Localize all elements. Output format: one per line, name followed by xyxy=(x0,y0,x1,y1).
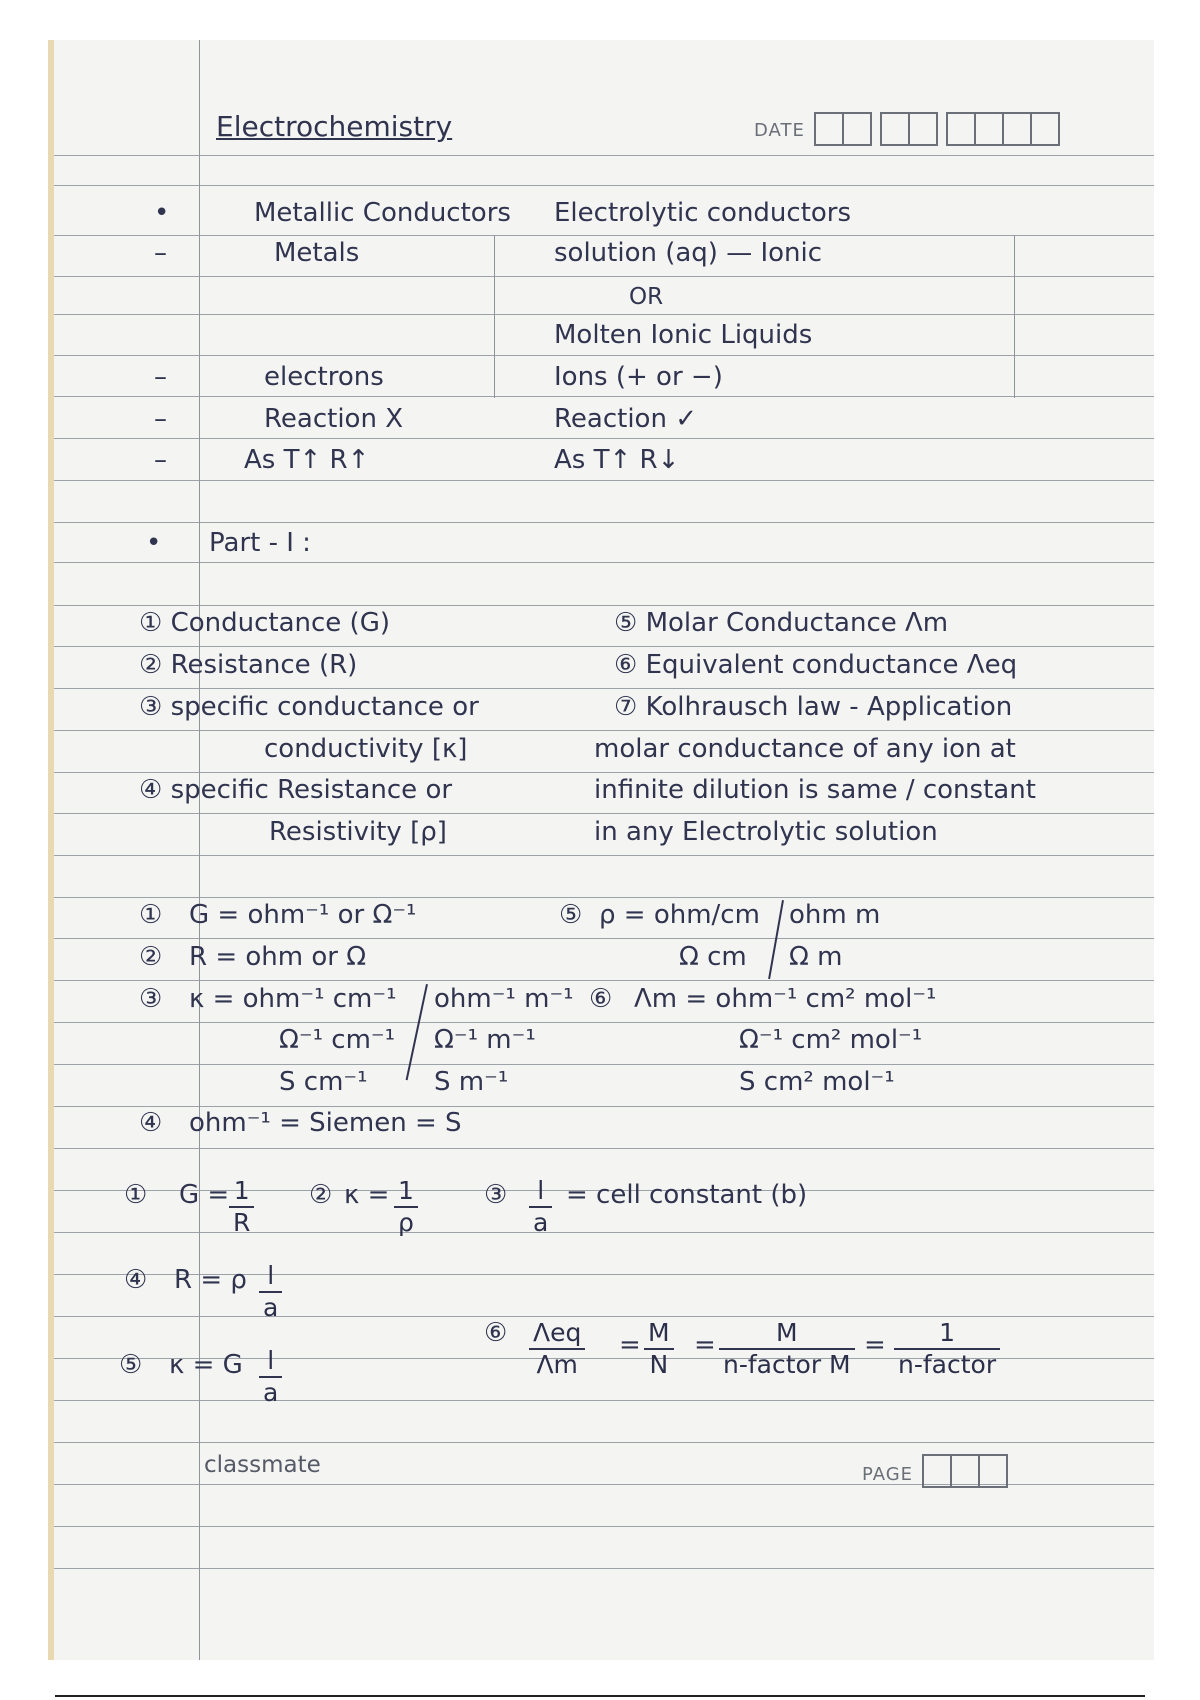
right-item: As T↑ R↓ xyxy=(554,445,680,475)
unit-line: Ω⁻¹ m⁻¹ xyxy=(434,1025,536,1055)
formula-number: ⑥ xyxy=(484,1318,508,1348)
topic-item: ④ specific Resistance or xyxy=(139,775,453,805)
unit-line: Λm = ohm⁻¹ cm² mol⁻¹ xyxy=(634,984,937,1014)
page-label: PAGE xyxy=(862,1464,914,1485)
unit-line: S cm⁻¹ xyxy=(279,1067,368,1097)
unit-line: ① xyxy=(139,900,163,930)
unit-line: ⑥ xyxy=(589,984,613,1014)
fraction: $\frac{M}{N}$ xyxy=(644,1318,674,1380)
unit-line: G = ohm⁻¹ or Ω⁻¹ xyxy=(189,900,417,930)
right-item: OR xyxy=(629,284,664,310)
formula-lhs: R = ρ xyxy=(174,1265,247,1295)
date-boxes[interactable] xyxy=(814,112,1058,146)
dash-marker: – xyxy=(154,445,167,475)
topic-item: ② Resistance (R) xyxy=(139,650,358,680)
left-item: Reaction X xyxy=(264,404,404,434)
dash-marker: – xyxy=(154,238,167,268)
unit-line: R = ohm or Ω xyxy=(189,942,367,972)
topic-item: Resistivity [ρ] xyxy=(269,817,447,847)
bullet: • xyxy=(146,528,162,558)
unit-line: Ω⁻¹ cm⁻¹ xyxy=(279,1025,396,1055)
fraction: 1 n-factor xyxy=(894,1318,1000,1380)
unit-line: Ω⁻¹ cm² mol⁻¹ xyxy=(739,1025,923,1055)
equals: = xyxy=(619,1330,641,1360)
topic-item: ⑤ Molar Conductance Λm xyxy=(614,608,949,638)
formula-rhs: = cell constant (b) xyxy=(566,1180,808,1210)
unit-line: S cm² mol⁻¹ xyxy=(739,1067,895,1097)
unit-line: ohm⁻¹ m⁻¹ xyxy=(434,984,574,1014)
right-item: Molten Ionic Liquids xyxy=(554,320,813,350)
formula-number: ⑤ xyxy=(119,1350,143,1380)
page-boxes[interactable] xyxy=(922,1454,1006,1488)
unit-line: Ω m xyxy=(789,942,843,972)
unit-line: ohm m xyxy=(789,900,881,930)
unit-line: S m⁻¹ xyxy=(434,1067,509,1097)
formula-lhs: G = xyxy=(179,1180,230,1210)
topic-item: ③ specific conductance or xyxy=(139,692,479,722)
fraction: $\frac{1}{R}$ xyxy=(229,1176,254,1238)
bullet: • xyxy=(154,198,170,228)
right-item: solution (aq) — Ionic xyxy=(554,238,823,268)
unit-line: ④ xyxy=(139,1108,163,1138)
fraction: $\frac{l}{a}$ xyxy=(259,1346,282,1408)
topic-item: molar conductance of any ion at xyxy=(594,734,1016,764)
right-heading: Electrolytic conductors xyxy=(554,198,852,228)
left-item: electrons xyxy=(264,362,384,392)
formula-number: ④ xyxy=(124,1265,148,1295)
equals: = xyxy=(864,1330,886,1360)
left-heading: Metallic Conductors xyxy=(254,198,511,228)
unit-line: ohm⁻¹ = Siemen = S xyxy=(189,1108,462,1138)
left-item: As T↑ R↑ xyxy=(244,445,370,475)
unit-line: ⑤ xyxy=(559,900,583,930)
right-item: Ions (+ or −) xyxy=(554,362,723,392)
topic-item: ⑥ Equivalent conductance Λeq xyxy=(614,650,1018,680)
fraction: $\frac{l}{a}$ xyxy=(259,1261,282,1323)
unit-line: ③ xyxy=(139,984,163,1014)
fraction: M n-factor M xyxy=(719,1318,855,1380)
topic-item: ⑦ Kolhrausch law - Application xyxy=(614,692,1013,722)
topic-item: in any Electrolytic solution xyxy=(594,817,938,847)
page-title: Electrochemistry xyxy=(216,110,453,143)
formula-number: ② xyxy=(309,1180,333,1210)
equals: = xyxy=(694,1330,716,1360)
dash-marker: – xyxy=(154,404,167,434)
bottom-rule xyxy=(55,1695,1145,1697)
formula-number: ③ xyxy=(484,1180,508,1210)
right-item: Reaction ✓ xyxy=(554,404,697,434)
formula-lhs: κ = xyxy=(344,1180,390,1210)
left-item: Metals xyxy=(274,238,360,268)
topic-item: ① Conductance (G) xyxy=(139,608,390,638)
formula-lhs: κ = G xyxy=(169,1350,243,1380)
fraction: $\frac{1}{\rho}$ xyxy=(394,1176,418,1238)
formula-number: ① xyxy=(124,1180,148,1210)
brand-mark: classmate xyxy=(204,1452,321,1478)
unit-line: Ω cm xyxy=(679,942,747,972)
part-heading: Part - I : xyxy=(209,528,311,558)
unit-line: κ = ohm⁻¹ cm⁻¹ xyxy=(189,984,397,1014)
unit-line: ② xyxy=(139,942,163,972)
fraction: $\frac{l}{a}$ xyxy=(529,1176,552,1238)
topic-item: infinite dilution is same / constant xyxy=(594,775,1036,805)
topic-item: conductivity [κ] xyxy=(264,734,468,764)
unit-line: ρ = ohm/cm xyxy=(599,900,760,930)
date-label: DATE xyxy=(754,120,805,141)
notebook-page xyxy=(48,40,1154,1660)
fraction: Λeq Λm xyxy=(529,1318,585,1380)
dash-marker: – xyxy=(154,362,167,392)
